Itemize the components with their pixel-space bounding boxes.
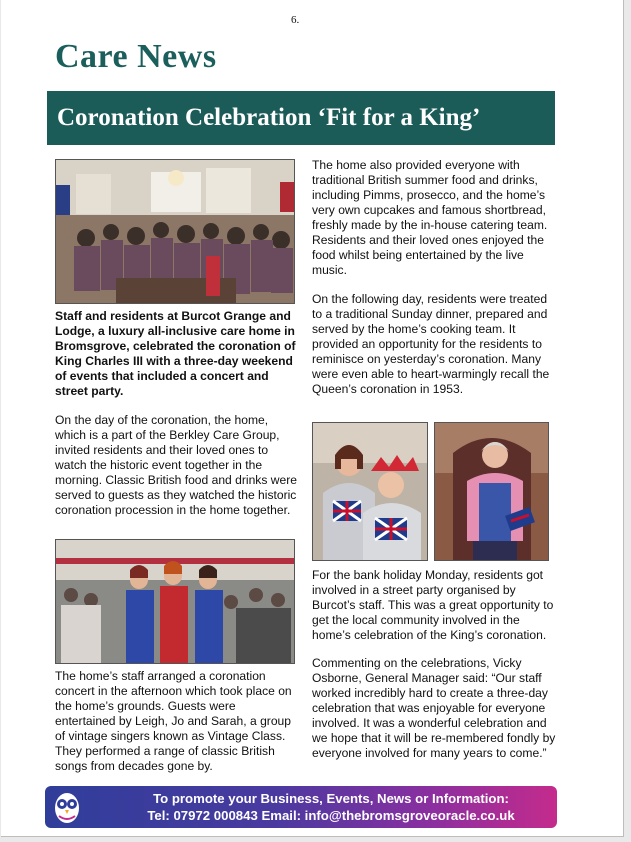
footer-line-2: Tel: 07972 000843 Email: info@thebromsgroveoracle.co.uk [147,808,515,823]
footer-line-1: To promote your Business, Events, News or Information: [153,791,509,806]
footer-advert [45,786,557,828]
newsletter-page [1,0,624,837]
left-paragraph-2: The home’s staff arranged a coronation concert in the afternoon which took place on the home’s grounds. Guests were entertained by Leigh, Jo and Sarah, a group of vintage singers known as Vintage Class. They performed a range of classic British songs from decades gone by. [55,669,292,773]
page-number: 6. [291,14,300,26]
singers-photo [55,539,295,664]
right-paragraph-1: The home also provided everyone with traditional British summer food and drinks, including Pimms, prosecco, and the home’s very own cupcakes and famous shortbread, freshly made by the in-house catering team. Residents and their loved ones enjoyed the food whilst being entertained by the live music. [312,158,548,277]
owl-logo-icon [53,790,81,824]
residents-union-jack-photo [312,422,428,561]
section-title: Care News [55,38,217,75]
intro-paragraph: Staff and residents at Burcot Grange and Lodge, a luxury all-inclusive care home in Bromsgrove, celebrated the coronation of King Charles III with a three-day weekend of events that included a concert and street party. [55,309,296,398]
resident-flag-photo [434,422,549,561]
right-paragraph-2: On the following day, residents were treated to a traditional Sunday dinner, prepared and served by the home’s cooking team. It provided an opportunity for the residents to reminisce on yesterday’s coronation. Many were even able to heart-warmingly recall the Queen’s coronation in 1953. [312,292,550,396]
left-paragraph-1: On the day of the coronation, the home, which is a part of the Berkley Care Group, invited residents and their loved ones to watch the historic event together in the morning. Classic British food and drinks were served to guests as they watched the historic coronation procession in the home together. [55,413,297,517]
group-photo [55,159,295,304]
right-paragraph-3: For the bank holiday Monday, residents got involved in a street party organised by Burcot’s staff. This was a great opportunity to get the local community involved in the home’s celebration of the King’s coronation. [312,568,554,642]
right-paragraph-4: Commenting on the celebrations, Vicky Osborne, General Manager said: “Our staff worked incredibly hard to create a three-day celebration that was enjoyable for everyone involved. It was a wonderful celebration and we hope that it will be re-membered fondly by everyone involved for many years to come.” [312,656,556,760]
headline-banner: Coronation Celebration ‘Fit for a King’ [47,91,555,145]
